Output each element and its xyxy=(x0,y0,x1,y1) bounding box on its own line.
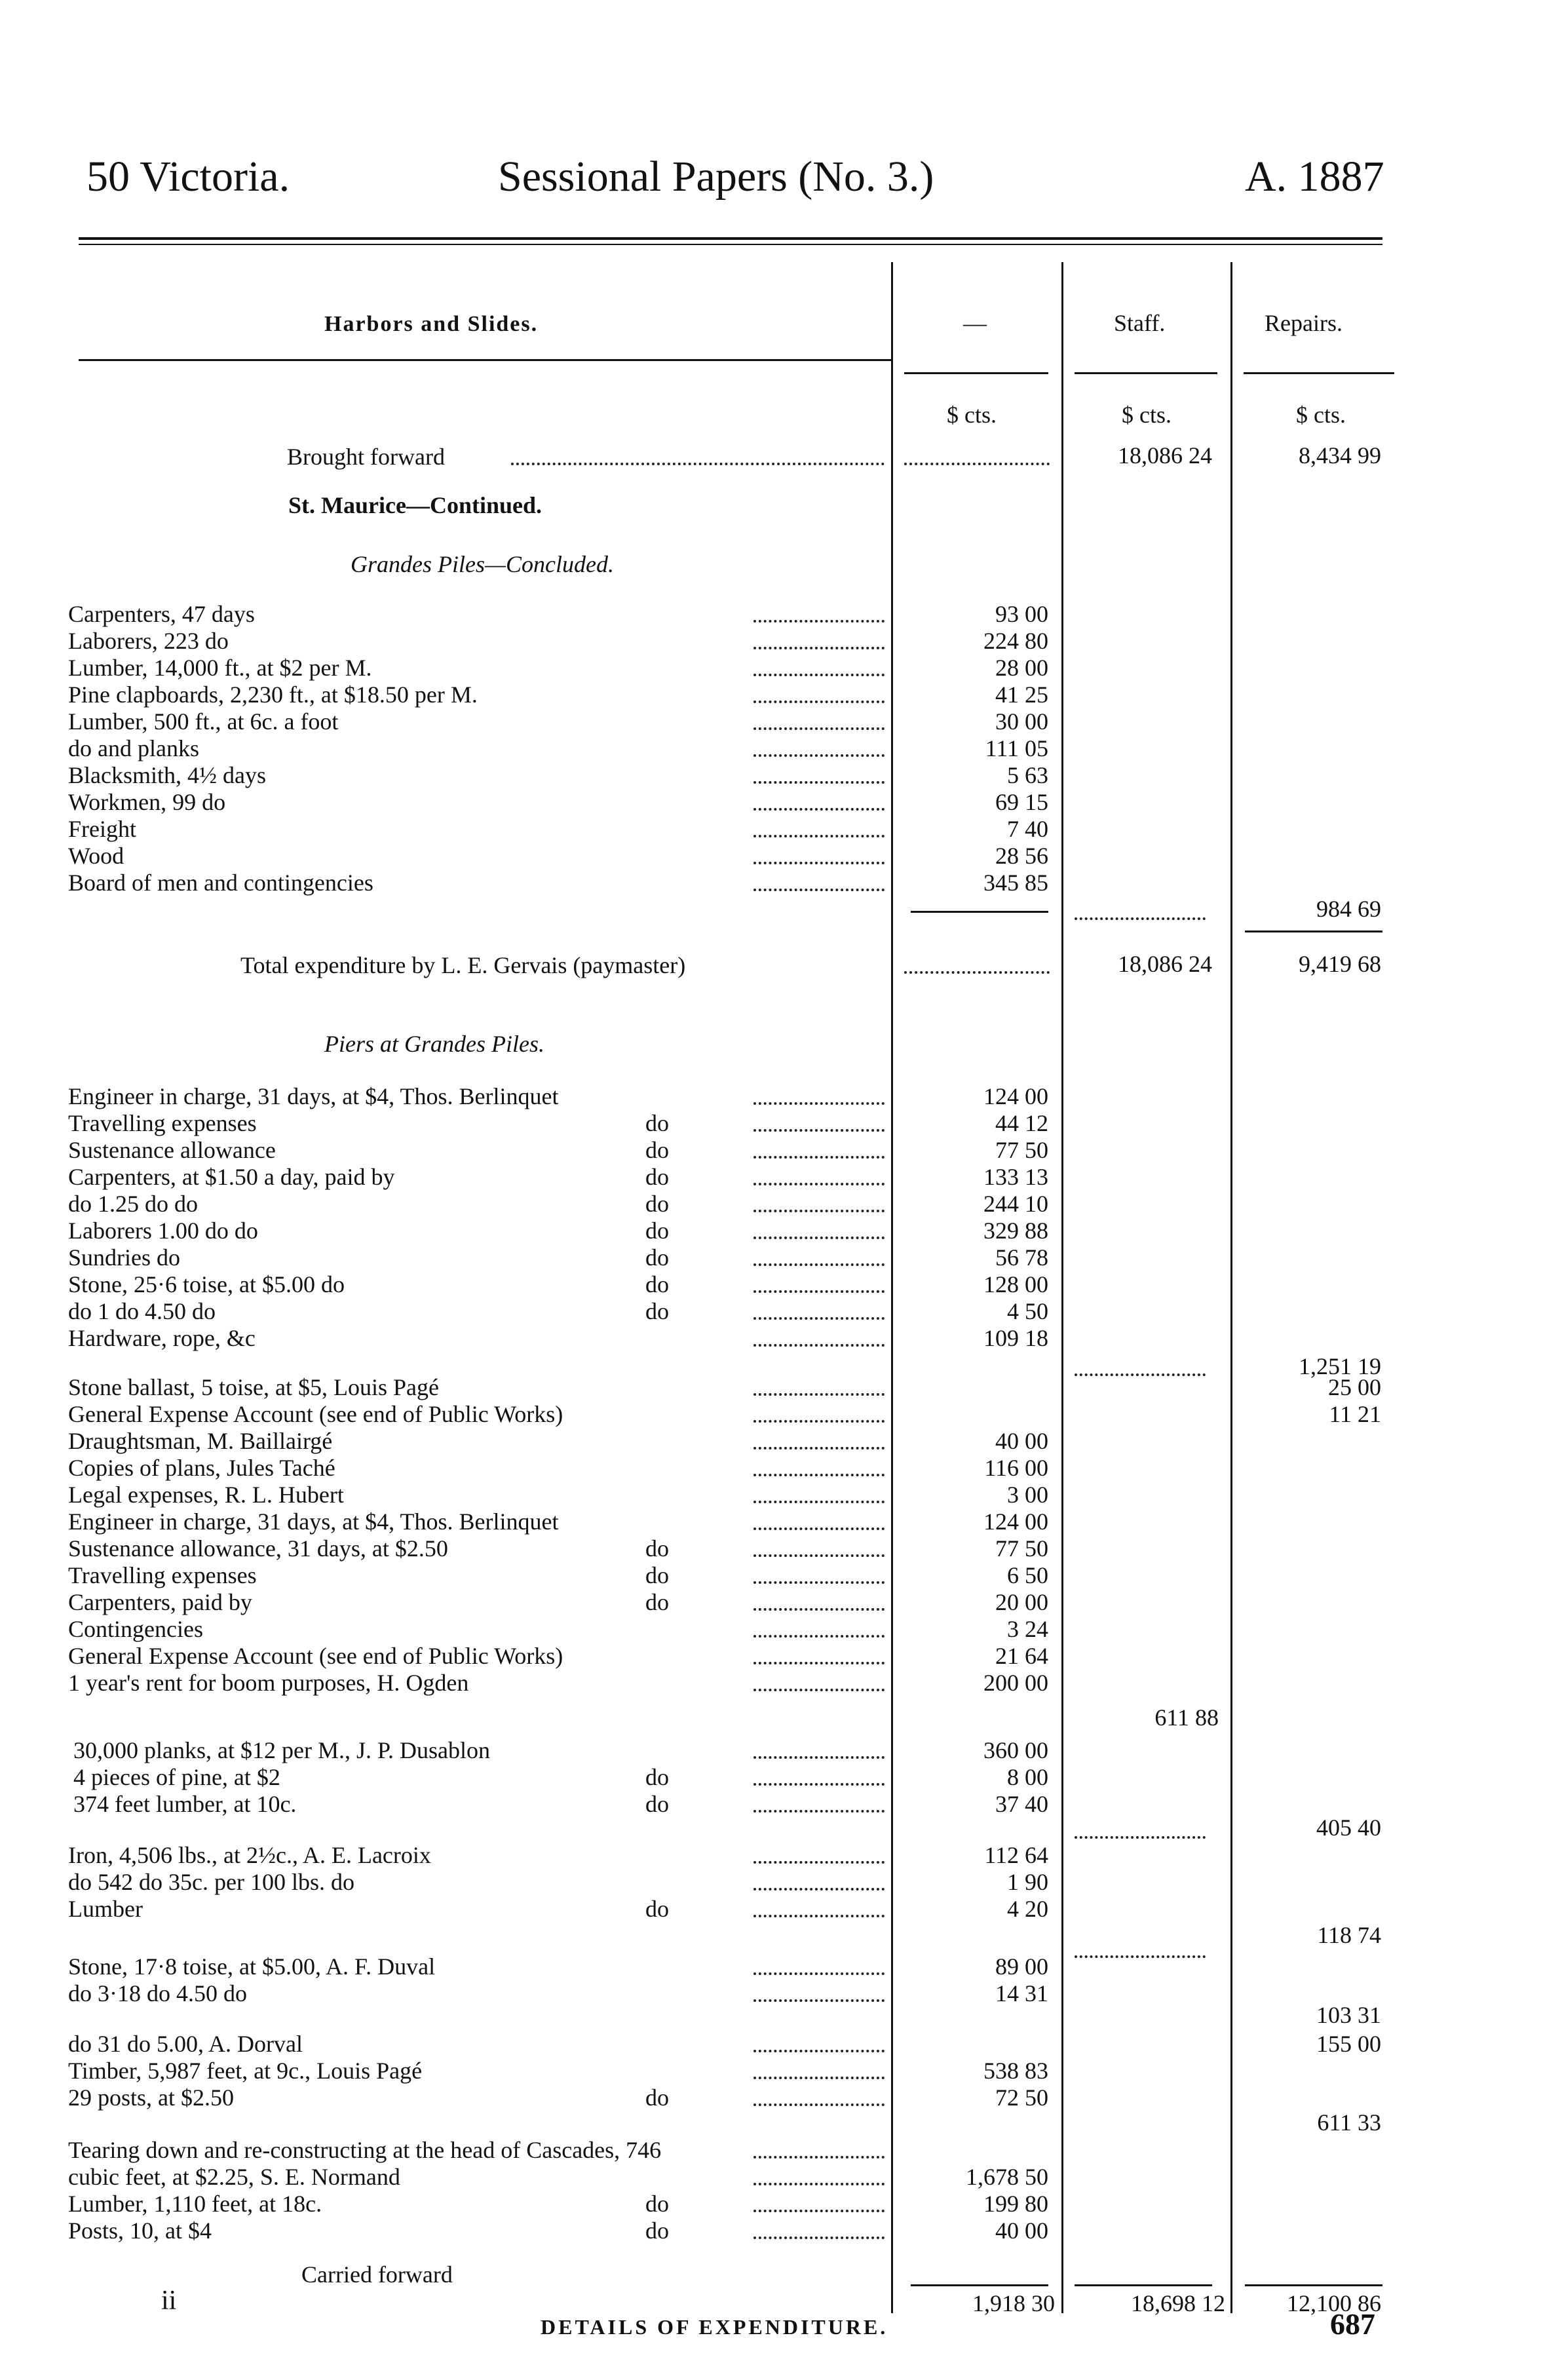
row-label: do 1.25 do do xyxy=(68,1191,198,1217)
row-amount: 345 85 xyxy=(983,870,1048,896)
col-divider-3 xyxy=(1230,262,1232,2313)
row-label: Laborers 1.00 do do xyxy=(68,1218,258,1244)
leader-dots xyxy=(753,1263,885,1266)
leader-dots xyxy=(753,647,885,649)
leader-dots xyxy=(511,463,885,465)
row-payee: do xyxy=(645,1896,669,1922)
leader-dots xyxy=(1075,917,1206,920)
carried-rule-1 xyxy=(911,2284,1048,2286)
row-label: 1 year's rent for boom purposes, H. Ogden xyxy=(68,1670,469,1696)
staff-c: 611 88 xyxy=(1154,1704,1219,1731)
leader-dots xyxy=(753,1810,885,1813)
leader-dots xyxy=(753,1290,885,1293)
footer-left: ii xyxy=(161,2286,177,2316)
leader-dots xyxy=(753,889,885,891)
brought-staff: 18,086 24 xyxy=(1118,442,1212,469)
footer-right: 687 xyxy=(1330,2307,1375,2341)
row-amount: 21 64 xyxy=(995,1643,1048,1669)
repairs-g: 611 33 xyxy=(1317,2109,1381,2136)
row-label: Timber, 5,987 feet, at 9c., Louis Pagé xyxy=(68,2058,423,2084)
row-amount: 124 00 xyxy=(983,1083,1048,1109)
row-label: General Expense Account (see end of Public Works) xyxy=(68,1643,563,1669)
col1-unit: $ cts. xyxy=(947,402,997,428)
leader-dots xyxy=(753,1156,885,1159)
col2-header: Staff. xyxy=(1114,310,1166,336)
row-amount: 133 13 xyxy=(983,1164,1048,1190)
row-label: Carpenters, paid by xyxy=(68,1589,252,1615)
repairs-d: 405 40 xyxy=(1316,1814,1381,1841)
col-divider-1 xyxy=(891,262,893,2313)
row-payee: do xyxy=(645,2191,669,2217)
total-label: Total expenditure by L. E. Gervais (paymaster) xyxy=(240,952,686,978)
leader-dots xyxy=(753,781,885,784)
header-right: A. 1887 xyxy=(1245,153,1384,201)
row-label: Sustenance allowance xyxy=(68,1137,276,1163)
brought-forward-label: Brought forward xyxy=(287,444,445,470)
row-label: Stone ballast, 5 toise, at $5, Louis Pagé xyxy=(68,1374,439,1400)
leader-dots xyxy=(753,1527,885,1530)
footer-center: DETAILS OF EXPENDITURE. xyxy=(541,2315,888,2339)
row-payee: do xyxy=(645,1271,669,1297)
row-label: Stone, 25·6 toise, at $5.00 do xyxy=(68,1271,345,1297)
repairs-b: 1,251 19 xyxy=(1299,1353,1381,1379)
row-repairs: 11 21 xyxy=(1329,1401,1381,1427)
row-amount: 37 40 xyxy=(995,1791,1048,1817)
row-amount: 4 20 xyxy=(1007,1896,1048,1922)
row-payee: do xyxy=(645,1562,669,1588)
header-rule xyxy=(79,237,1382,240)
col3-header-rule xyxy=(1244,372,1394,374)
row-label: Laborers, 223 do xyxy=(68,628,229,654)
row-amount: 69 15 xyxy=(995,789,1048,815)
leader-dots xyxy=(753,1999,885,2002)
row-label: Board of men and contingencies xyxy=(68,870,373,896)
leader-dots xyxy=(753,1915,885,1917)
leader-dots xyxy=(904,971,1050,974)
row-label: Pine clapboards, 2,230 ft., at $18.50 per M. xyxy=(68,681,478,708)
row-label: do and planks xyxy=(68,735,199,761)
row-amount: 28 00 xyxy=(995,655,1048,681)
carried-rule-3 xyxy=(1245,2284,1382,2286)
row-label: do 542 do 35c. per 100 lbs. do xyxy=(68,1869,354,1895)
row-label: Copies of plans, Jules Taché xyxy=(68,1455,335,1481)
leader-dots xyxy=(753,2103,885,2106)
row-amount: 4 50 xyxy=(1007,1298,1048,1324)
row-amount: 14 31 xyxy=(995,1980,1048,2006)
row-payee: do xyxy=(645,1298,669,1324)
row-label: Lumber, 500 ft., at 6c. a foot xyxy=(68,708,339,735)
leader-dots xyxy=(753,835,885,837)
carried-staff: 18,698 12 xyxy=(1131,2290,1225,2316)
col3-unit: $ cts. xyxy=(1296,402,1346,428)
row-amount: 77 50 xyxy=(995,1137,1048,1163)
leader-dots xyxy=(753,1501,885,1503)
subtotal-rule xyxy=(911,911,1048,913)
row-label: Lumber, 1,110 feet, at 18c. xyxy=(68,2191,322,2217)
row-amount: 28 56 xyxy=(995,843,1048,869)
row-amount: 111 05 xyxy=(985,735,1048,761)
row-label: Legal expenses, R. L. Hubert xyxy=(68,1482,344,1508)
row-amount: 8 00 xyxy=(1007,1764,1048,1790)
section-heading: Piers at Grandes Piles. xyxy=(324,1031,544,1057)
row-label: Blacksmith, 4½ days xyxy=(68,762,266,788)
leader-dots xyxy=(1075,1373,1206,1376)
row-amount: 244 10 xyxy=(983,1191,1048,1217)
row-label: Carpenters, 47 days xyxy=(68,601,255,627)
leader-dots xyxy=(753,754,885,757)
row-amount: 6 50 xyxy=(1007,1562,1048,1588)
row-payee: do xyxy=(645,2084,669,2111)
leader-dots xyxy=(753,1861,885,1864)
row-payee: do xyxy=(645,1535,669,1562)
row-label: Tearing down and re-constructing at the head of Cascades, 746 xyxy=(68,2137,662,2163)
leader-dots xyxy=(753,620,885,623)
row-amount: 116 00 xyxy=(984,1455,1048,1481)
leader-dots xyxy=(753,2156,885,2159)
row-label: Travelling expenses xyxy=(68,1110,257,1136)
leader-dots xyxy=(753,1317,885,1320)
repairs-f: 103 31 xyxy=(1316,2002,1381,2028)
leader-dots xyxy=(753,1344,885,1347)
total-staff: 18,086 24 xyxy=(1118,951,1212,977)
row-amount: 124 00 xyxy=(983,1508,1048,1535)
row-amount: 329 88 xyxy=(983,1218,1048,1244)
row-payee: do xyxy=(645,1244,669,1271)
row-repairs: 25 00 xyxy=(1328,1374,1381,1400)
row-payee: do xyxy=(645,1218,669,1244)
leader-dots xyxy=(753,1581,885,1584)
row-amount: 3 00 xyxy=(1007,1482,1048,1508)
row-label: Iron, 4,506 lbs., at 2½c., A. E. Lacroix xyxy=(68,1842,431,1868)
col-divider-2 xyxy=(1061,262,1063,2313)
section-heading: St. Maurice—Continued. xyxy=(288,492,542,518)
row-amount: 44 12 xyxy=(995,1110,1048,1136)
row-label: Stone, 17·8 toise, at $5.00, A. F. Duval xyxy=(68,1953,436,1980)
carried-col1: 1,918 30 xyxy=(972,2290,1055,2316)
row-amount: 40 00 xyxy=(995,1428,1048,1454)
row-label: 30,000 planks, at $12 per M., J. P. Dusablon xyxy=(73,1737,490,1763)
subsection-heading: Grandes Piles—Concluded. xyxy=(351,551,614,577)
leader-dots xyxy=(753,1756,885,1759)
row-label: 29 posts, at $2.50 xyxy=(68,2084,235,2111)
leader-dots xyxy=(753,1783,885,1786)
row-label: Freight xyxy=(68,816,136,842)
header-left: 50 Victoria. xyxy=(86,153,290,201)
row-amount: 200 00 xyxy=(983,1670,1048,1696)
leader-dots xyxy=(753,1129,885,1132)
repairs-e: 118 74 xyxy=(1317,1922,1381,1948)
row-amount: 3 24 xyxy=(1007,1616,1048,1642)
leader-dots xyxy=(753,1554,885,1557)
row-label: Engineer in charge, 31 days, at $4, Thos. Berlinquet xyxy=(68,1508,559,1535)
leader-dots xyxy=(753,1237,885,1239)
row-amount: 89 00 xyxy=(995,1953,1048,1980)
row-payee: do xyxy=(645,1191,669,1217)
row-label: do 31 do 5.00, A. Dorval xyxy=(68,2031,303,2057)
leader-dots xyxy=(753,1102,885,1105)
row-amount: 93 00 xyxy=(995,601,1048,627)
row-amount: 56 78 xyxy=(995,1244,1048,1271)
leader-dots xyxy=(753,2210,885,2212)
col3-header: Repairs. xyxy=(1265,310,1343,336)
row-amount: 7 40 xyxy=(1007,816,1048,842)
row-amount: 72 50 xyxy=(995,2084,1048,2111)
row-amount: 5 63 xyxy=(1007,762,1048,788)
leader-dots xyxy=(1075,1955,1206,1958)
col1-header-rule xyxy=(904,372,1048,374)
row-label: Workmen, 99 do xyxy=(68,789,226,815)
leader-dots xyxy=(753,862,885,864)
row-label: Contingencies xyxy=(68,1616,203,1642)
leader-dots xyxy=(753,701,885,703)
leader-dots xyxy=(753,674,885,676)
row-label: Lumber, 14,000 ft., at $2 per M. xyxy=(68,655,372,681)
row-label: Posts, 10, at $4 xyxy=(68,2217,212,2244)
header-center: Sessional Papers (No. 3.) xyxy=(498,153,934,201)
leader-dots xyxy=(753,808,885,811)
leader-dots xyxy=(753,1210,885,1212)
leader-dots xyxy=(753,1393,885,1396)
leader-dots xyxy=(753,1608,885,1611)
row-label: Engineer in charge, 31 days, at $4, Thos. Berlinquet xyxy=(68,1083,559,1109)
row-amount: 199 80 xyxy=(983,2191,1048,2217)
leader-dots xyxy=(753,2050,885,2052)
row-label: General Expense Account (see end of Public Works) xyxy=(68,1401,563,1427)
row-repairs: 155 00 xyxy=(1316,2031,1381,2057)
row-label: Sundries do xyxy=(68,1244,180,1271)
col2-unit: $ cts. xyxy=(1122,402,1172,428)
row-label: Hardware, rope, &c xyxy=(68,1325,256,1351)
row-amount: 109 18 xyxy=(983,1325,1048,1351)
row-amount: 1 90 xyxy=(1007,1869,1048,1895)
row-label: Wood xyxy=(68,843,124,869)
brought-repairs: 8,434 99 xyxy=(1299,442,1381,469)
col1-header: — xyxy=(963,310,987,336)
row-amount: 360 00 xyxy=(983,1737,1048,1763)
row-payee: do xyxy=(645,1137,669,1163)
subtotal-a: 984 69 xyxy=(1316,896,1381,922)
row-payee: do xyxy=(645,1791,669,1817)
row-payee: do xyxy=(645,2217,669,2244)
leader-dots xyxy=(753,2077,885,2079)
row-label: do 3·18 do 4.50 do xyxy=(68,1980,247,2006)
row-amount: 1,678 50 xyxy=(966,2164,1048,2190)
leader-dots xyxy=(753,1662,885,1664)
leader-dots xyxy=(753,1689,885,1691)
row-payee: do xyxy=(645,1110,669,1136)
row-label: 4 pieces of pine, at $2 xyxy=(73,1764,280,1790)
leader-dots xyxy=(753,2236,885,2239)
leader-dots xyxy=(1075,1836,1206,1839)
row-amount: 20 00 xyxy=(995,1589,1048,1615)
leader-dots xyxy=(753,727,885,730)
row-amount: 538 83 xyxy=(983,2058,1048,2084)
carried-repairs: 12,100 86 xyxy=(1287,2290,1381,2316)
row-amount: 40 00 xyxy=(995,2217,1048,2244)
row-label: do 1 do 4.50 do xyxy=(68,1298,216,1324)
row-label: 374 feet lumber, at 10c. xyxy=(73,1791,297,1817)
header-underline xyxy=(79,359,891,361)
row-label: cubic feet, at $2.25, S. E. Normand xyxy=(68,2164,400,2190)
leader-dots xyxy=(753,1474,885,1476)
leader-dots xyxy=(904,463,1050,465)
leader-dots xyxy=(753,1972,885,1975)
row-payee: do xyxy=(645,1589,669,1615)
carried-forward-label: Carried forward xyxy=(301,2261,453,2288)
row-amount: 77 50 xyxy=(995,1535,1048,1562)
row-amount: 128 00 xyxy=(983,1271,1048,1297)
col2-header-rule xyxy=(1075,372,1217,374)
repairs-rule xyxy=(1245,931,1382,932)
header-rule-thin xyxy=(79,244,1382,245)
leader-dots xyxy=(753,1420,885,1423)
row-label: Sustenance allowance, 31 days, at $2.50 xyxy=(68,1535,448,1562)
leader-dots xyxy=(753,1183,885,1185)
leader-dots xyxy=(753,2183,885,2185)
row-label: Carpenters, at $1.50 a day, paid by xyxy=(68,1164,395,1190)
row-amount: 224 80 xyxy=(983,628,1048,654)
row-amount: 30 00 xyxy=(995,708,1048,735)
row-payee: do xyxy=(645,1764,669,1790)
leader-dots xyxy=(753,1635,885,1638)
leader-dots xyxy=(753,1447,885,1449)
row-payee: do xyxy=(645,1164,669,1190)
leader-dots xyxy=(753,1888,885,1891)
row-label: Draughtsman, M. Baillairgé xyxy=(68,1428,333,1454)
row-label: Lumber xyxy=(68,1896,143,1922)
row-amount: 41 25 xyxy=(995,681,1048,708)
row-amount: 112 64 xyxy=(984,1842,1048,1868)
table-title: Harbors and Slides. xyxy=(324,312,539,336)
carried-rule-2 xyxy=(1075,2284,1212,2286)
total-repairs: 9,419 68 xyxy=(1299,951,1381,977)
row-label: Travelling expenses xyxy=(68,1562,257,1588)
